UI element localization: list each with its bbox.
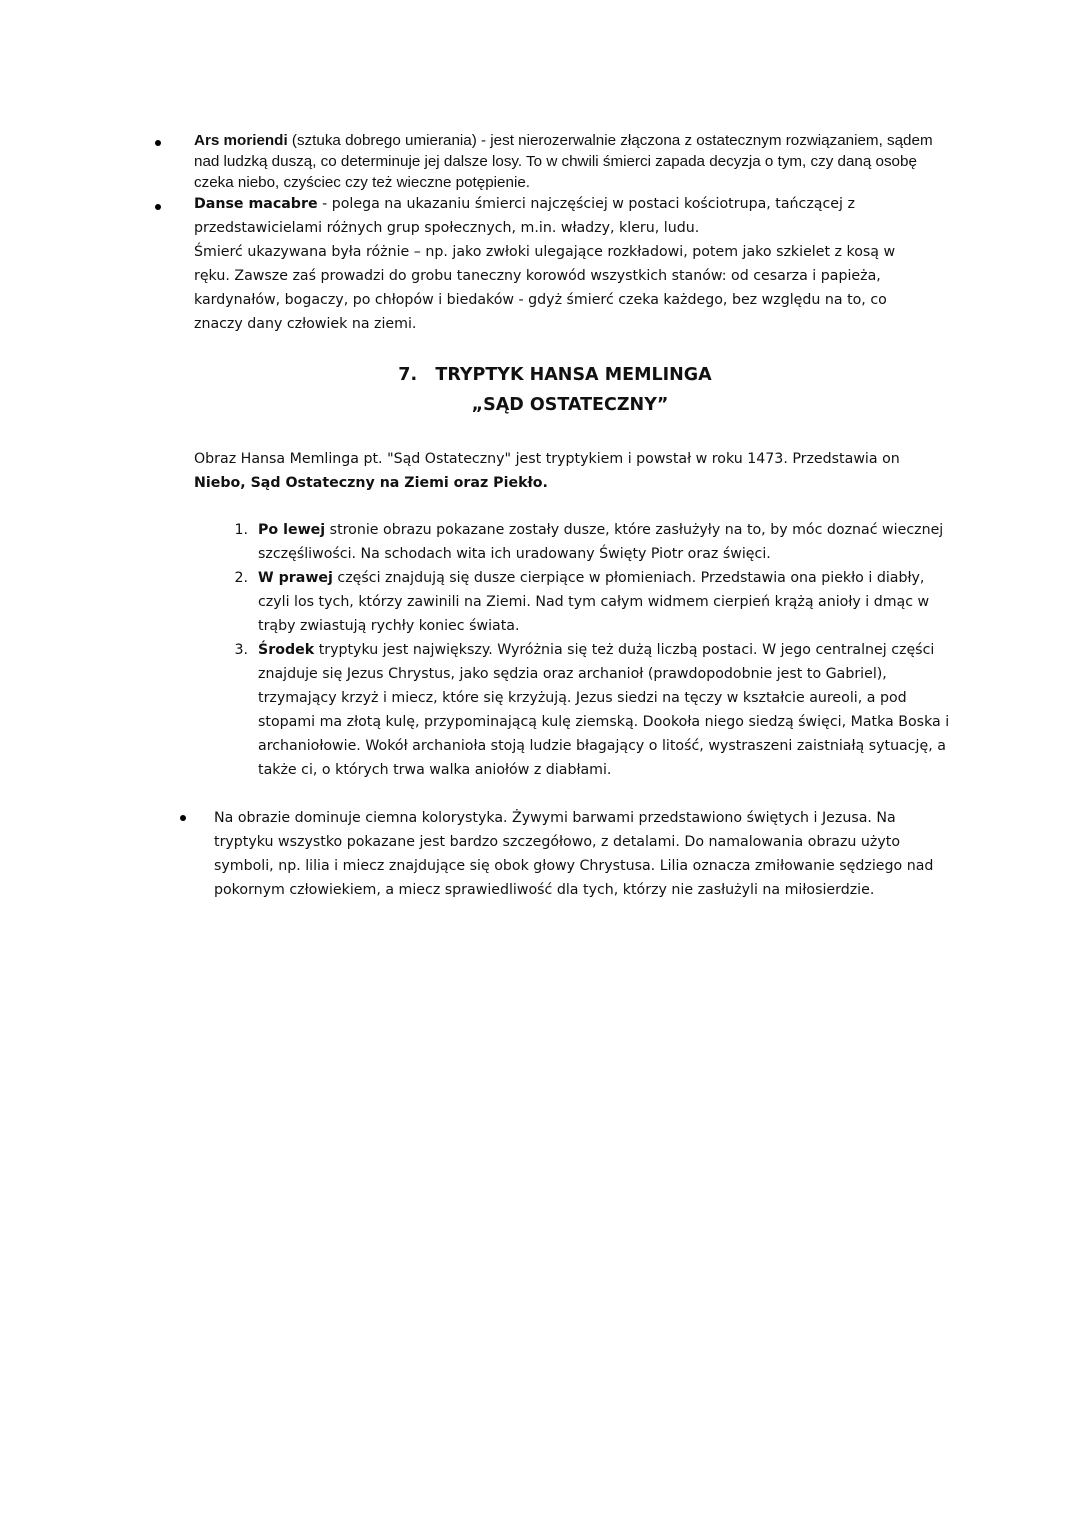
numbered-text: stronie obrazu pokazane zostały dusze, które zasłużyły na to, by móc doznać wiecznej szczęśliwości. Na schodach wita ich uradowany Święty Piotr oraz święci. xyxy=(258,522,944,562)
numbered-label: 3. xyxy=(234,642,248,658)
bullet-summary xyxy=(214,806,959,902)
bullet-dot xyxy=(155,204,161,210)
summary-text: Na obrazie dominuje ciemna kolorystyka. Żywymi barwami przedstawiono świętych i Jezusa. Na tryptyku wszystko pokazane jest bardzo szczegółowo, z detalami. Do namalowania obrazu użyto symboli, np. lilia i miecz znajdujące się obok głowy Chrystusa. Lilia oznacza zmiłowanie sędziego nad pokornym człowiekiem, a miecz sprawiedliwość dla tych, którzy nie zasłużyli na miłosierdzie. xyxy=(214,810,934,898)
section-title-line2: „SĄD OSTATECZNY” xyxy=(471,395,669,415)
bullet-danse-macabre xyxy=(194,192,934,336)
term-ars-moriendi: Ars moriendi xyxy=(194,132,288,149)
numbered-text: tryptyku jest największy. Wyróżnia się też dużą liczbą postaci. W jego centralnej części znajduje się Jezus Chrystus, jako sędzia oraz archanioł (prawdopodobnie jest to Gabriel), trzymający krzyż i miecz, które się krzyżują. Jezus siedzi na tęczy w kształcie aureoli, a pod stopami ma złotą kulę, przypominającą kulę ziemską. Dookoła niego siedzą święci, Matka Boska i archaniołowie. Wokół archanioła stoją ludzie błagający o litość, wystraszeni zaistniałą sytuację, a także ci, o których trwa walka aniołów z diabłami. xyxy=(258,642,950,778)
intro-bold: Niebo, Sąd Ostateczny na Ziemi oraz Piekło. xyxy=(194,475,548,491)
numbered-bold: Środek xyxy=(258,642,315,658)
section-heading xyxy=(0,360,1080,420)
numbered-item-2 xyxy=(234,566,958,638)
numbered-item-1 xyxy=(234,518,958,566)
bullet-dot xyxy=(180,815,186,821)
danse-macabre-continuation: Śmierć ukazywana była różnie – np. jako zwłoki ulegające rozkładowi, potem jako szkielet z kosą w ręku. Zawsze zaś prowadzi do grobu taneczny korowód wszystkich stanów: od cesarza i papieża, kardynałów, bogaczy, po chłopów i biedaków - gdyż śmierć czeka każdego, bez względu na to, co znaczy dany człowiek na ziemi. xyxy=(194,244,896,332)
intro-text: Obraz Hansa Memlinga pt. "Sąd Ostateczny" jest tryptykiem i powstał w roku 1473. Przedstawia on xyxy=(194,451,900,467)
section-title-line1: TRYPTYK HANSA MEMLINGA xyxy=(435,365,712,385)
numbered-bold: Po lewej xyxy=(258,522,326,538)
bullet-dot xyxy=(155,140,161,146)
numbered-label: 2. xyxy=(234,570,248,586)
bullet-ars-moriendi xyxy=(194,130,954,193)
numbered-label: 1. xyxy=(234,522,248,538)
numbered-bold: W prawej xyxy=(258,570,333,586)
term-danse-macabre: Danse macabre xyxy=(194,196,318,212)
danse-macabre-text: - polega na ukazaniu śmierci najczęściej w postaci kościotrupa, tańczącej z przedstawicielami różnych grup społecznych, m.in. władzy, kleru, ludu. xyxy=(194,196,855,236)
numbered-item-3 xyxy=(234,638,958,782)
section-number: 7. xyxy=(398,365,418,385)
ars-moriendi-text: (sztuka dobrego umierania) - jest nierozerwalnie złączona z ostatecznym rozwiązaniem, sądem nad ludzką duszą, co determinuje jej dalsze losy. To w chwili śmierci zapada decyzja o tym, czy daną osobę czeka niebo, czyściec czy też wieczne potępienie. xyxy=(194,132,933,191)
numbered-text: części znajdują się dusze cierpiące w płomieniach. Przedstawia ona piekło i diabły, czyli los tych, którzy zawinili na Ziemi. Nad tym całym widmem cierpień krążą anioły i dmąc w trąby zwiastują rychły koniec świata. xyxy=(258,570,930,634)
intro-paragraph xyxy=(194,447,954,495)
